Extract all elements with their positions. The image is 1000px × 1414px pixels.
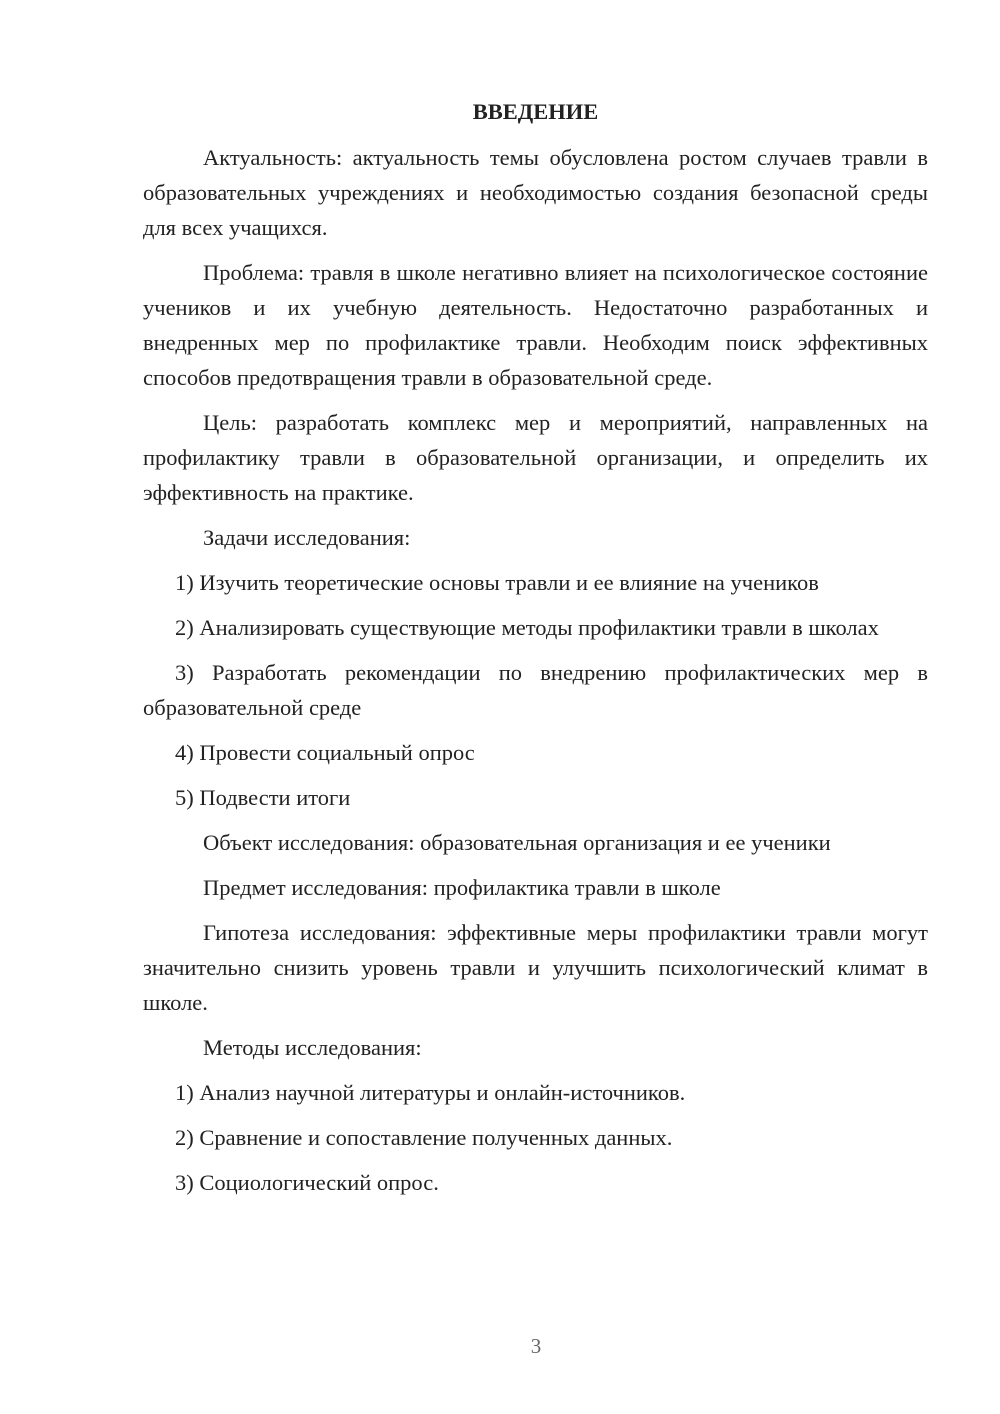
section-title: ВВЕДЕНИЕ	[472, 99, 599, 124]
task-item: 1) Изучить теоретические основы травли и ее влияние на учеников	[175, 570, 819, 595]
goal-paragraph: Цель: разработать комплекс мер и мероприятий, направленных на профилактику травли в образовательной организации, и определить их эффективность на практике.	[143, 410, 928, 505]
hypothesis-paragraph: Гипотеза исследования: эффективные меры профилактики травли могут значительно снизить уровень травли и улучшить психологический климат в школе.	[143, 920, 928, 1015]
research-subject: Предмет исследования: профилактика травли в школе	[203, 875, 721, 900]
problem-paragraph: Проблема: травля в школе негативно влияет на психологическое состояние учеников и их учебную деятельность. Недостаточно разработанных и внедренных мер по профилактике травли. Необходим поиск эффективных способов предотвращения травли в образовательной среде.	[143, 260, 928, 390]
task-item: 3) Разработать рекомендации по внедрению профилактических мер в образовательной среде	[143, 660, 928, 720]
task-item: 4) Провести социальный опрос	[175, 740, 475, 765]
relevance-paragraph: Актуальность: актуальность темы обусловлена ростом случаев травли в образовательных учреждениях и необходимостью создания безопасной среды для всех учащихся.	[143, 145, 928, 240]
methods-heading: Методы исследования:	[203, 1035, 422, 1060]
task-item: 5) Подвести итоги	[175, 785, 351, 810]
method-item: 2) Сравнение и сопоставление полученных данных.	[175, 1125, 673, 1150]
page-content	[143, 94, 928, 1210]
task-item: 2) Анализировать существующие методы профилактики травли в школах	[175, 615, 879, 640]
page-number: 3	[530, 1334, 542, 1358]
method-item: 3) Социологический опрос.	[175, 1170, 439, 1195]
method-item: 1) Анализ научной литературы и онлайн-источников.	[175, 1080, 686, 1105]
tasks-heading: Задачи исследования:	[203, 525, 411, 550]
research-object: Объект исследования: образовательная организация и ее ученики	[203, 830, 831, 855]
